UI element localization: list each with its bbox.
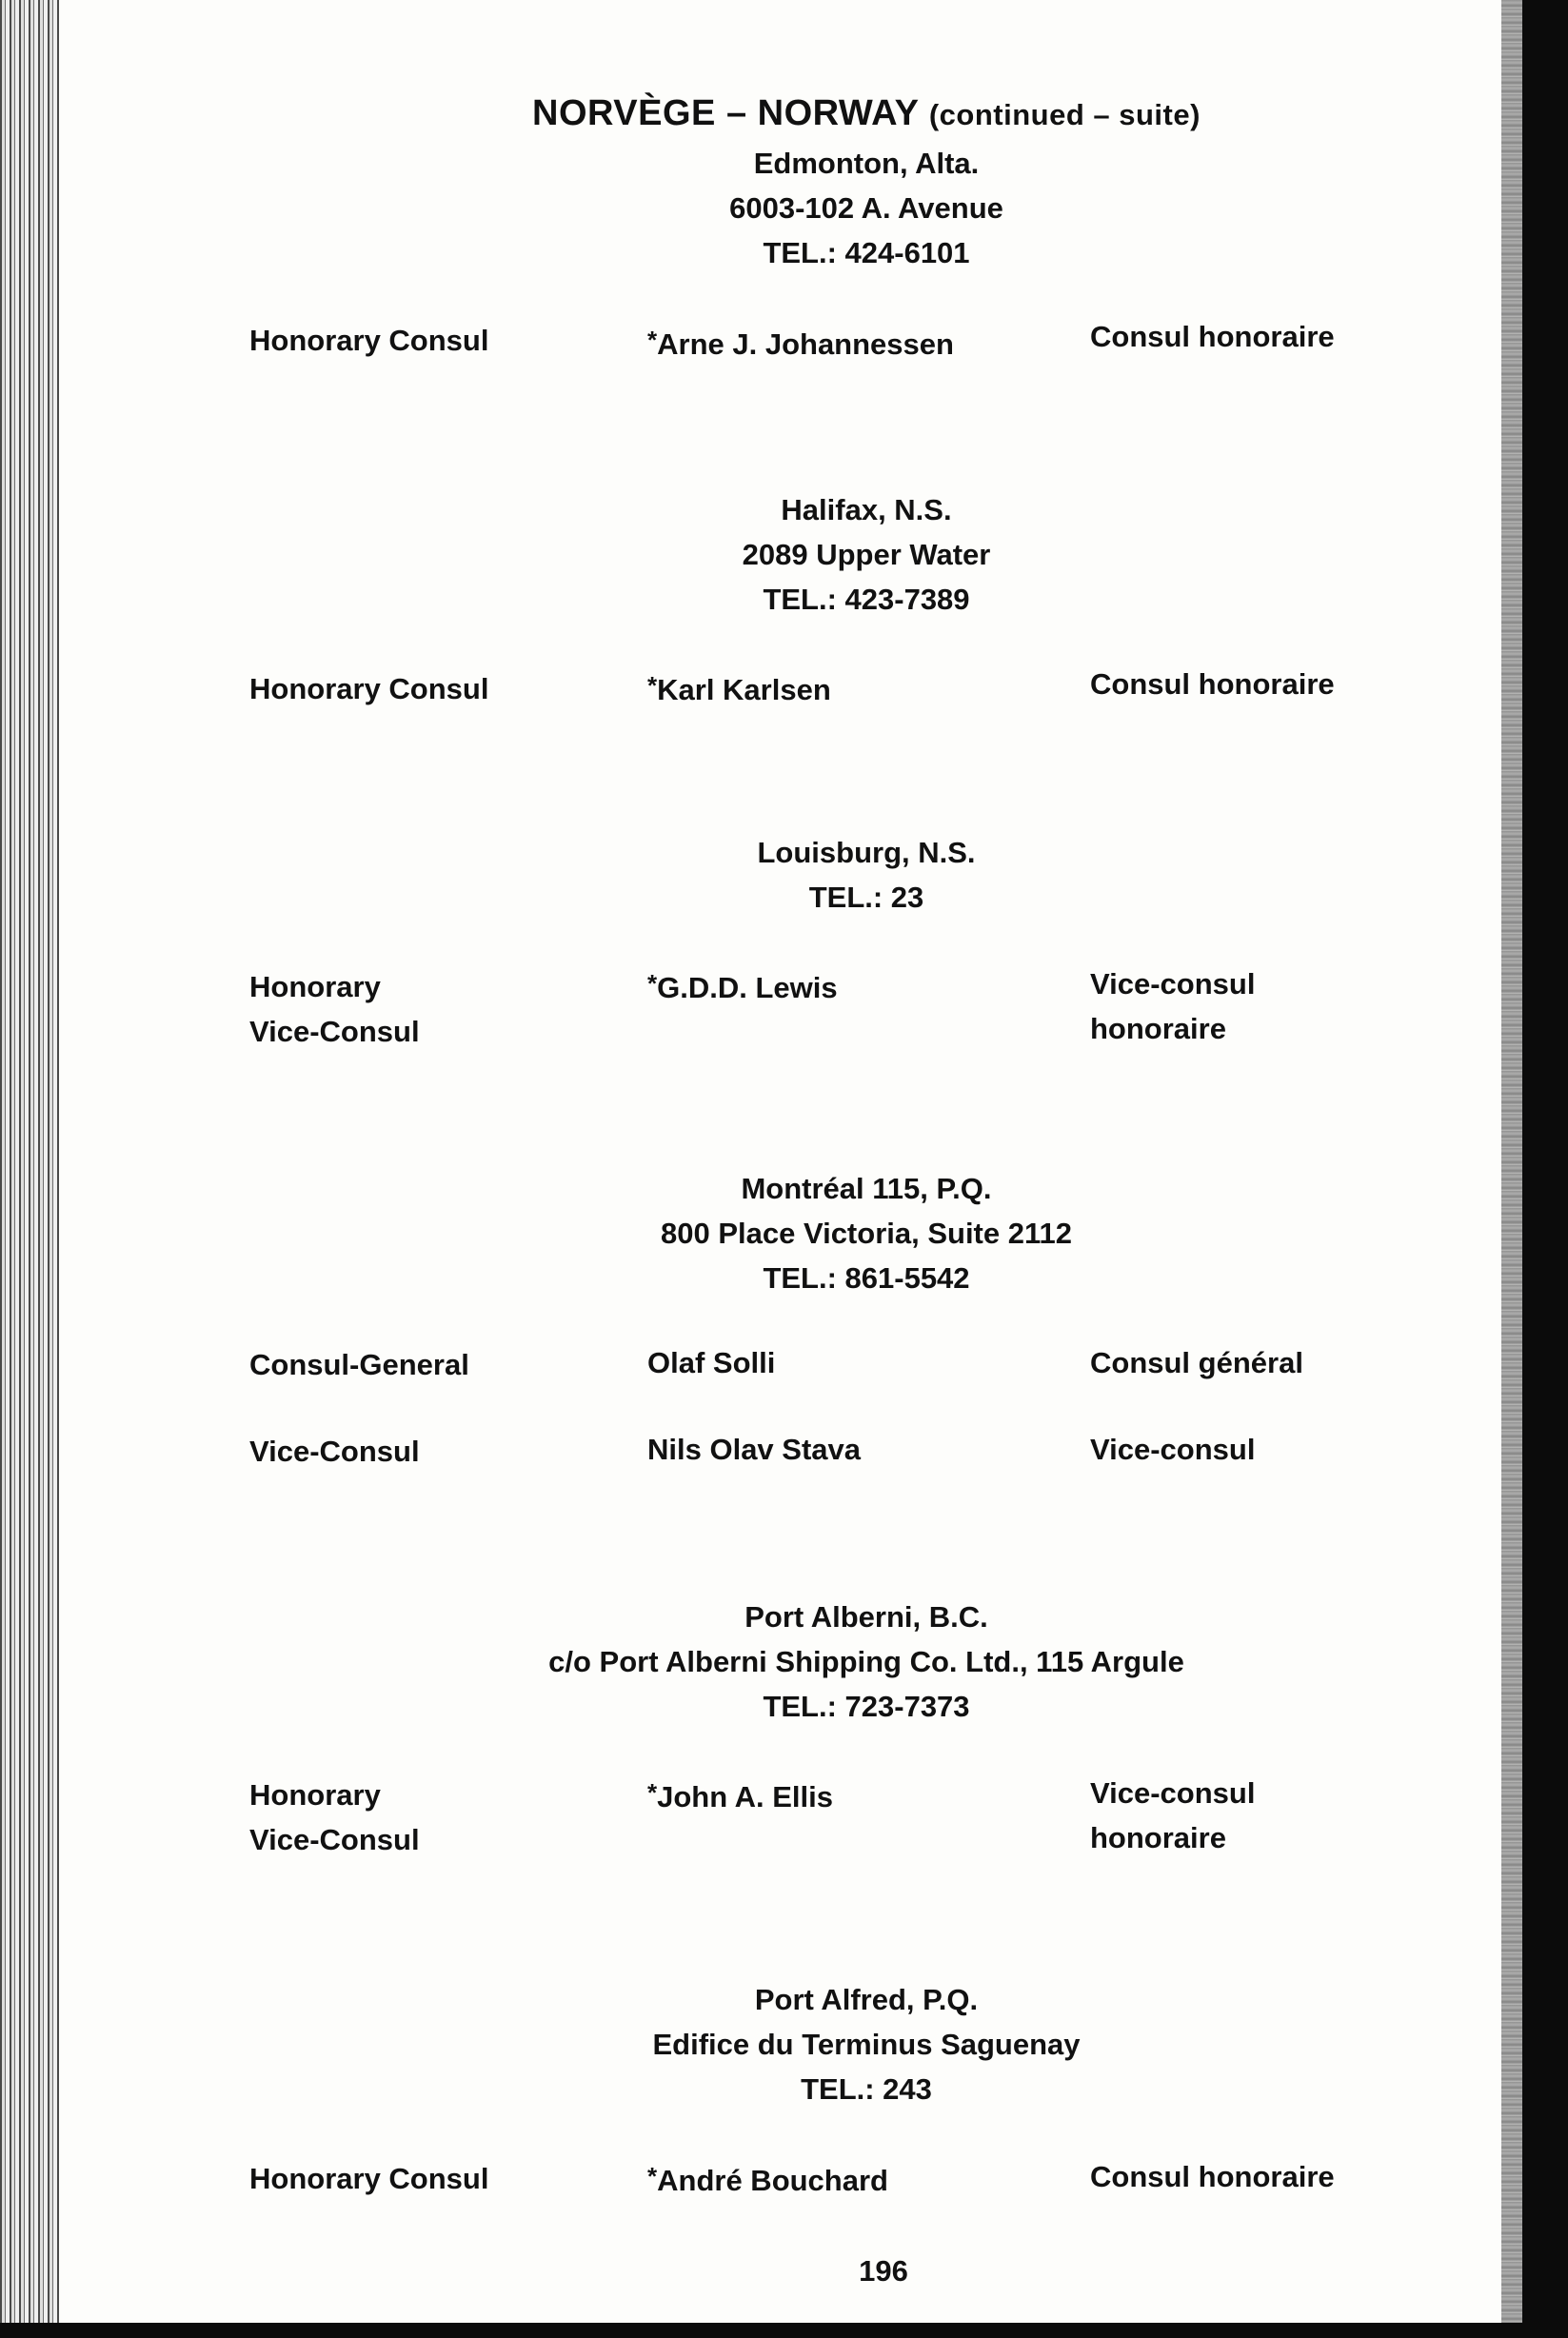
section-tel: TEL.: 424-6101 bbox=[763, 236, 970, 269]
title-fr-line: Consul général bbox=[1090, 1346, 1303, 1379]
title-en-line: Vice-Consul bbox=[249, 1435, 420, 1468]
entry-name bbox=[647, 664, 1047, 712]
entry-title-fr bbox=[1090, 314, 1404, 359]
title-fr-line: Consul honoraire bbox=[1090, 320, 1335, 353]
entry-title-fr bbox=[1090, 961, 1404, 1051]
section-street: c/o Port Alberni Shipping Co. Ltd., 115 Argule bbox=[548, 1645, 1184, 1678]
title-en-line-2: Vice-Consul bbox=[249, 1015, 420, 1048]
title-fr-line: Vice-consul bbox=[1090, 967, 1256, 1001]
honorary-marker: * bbox=[647, 2162, 658, 2190]
name-text: Arne J. Johannessen bbox=[657, 327, 954, 361]
section-address-block bbox=[0, 830, 1568, 920]
entry-title-fr bbox=[1090, 1427, 1404, 1472]
name-text: John A. Ellis bbox=[657, 1780, 834, 1813]
title-fr-line: Vice-consul bbox=[1090, 1433, 1256, 1466]
section-street: 6003-102 A. Avenue bbox=[729, 191, 1003, 225]
title-en-line: Honorary bbox=[249, 970, 381, 1003]
section-address-block bbox=[0, 1595, 1568, 1729]
entry-name bbox=[647, 318, 1047, 367]
scan-border-bottom bbox=[0, 2323, 1568, 2338]
title-fr-line: Consul honoraire bbox=[1090, 2160, 1335, 2193]
entry-title-en bbox=[249, 964, 611, 1054]
section-street: 800 Place Victoria, Suite 2112 bbox=[661, 1217, 1072, 1250]
section-city: Halifax, N.S. bbox=[781, 493, 952, 526]
heading-main: NORVÈGE – NORWAY bbox=[532, 93, 919, 133]
entry-name bbox=[647, 1427, 1047, 1472]
section-tel: TEL.: 723-7373 bbox=[763, 1690, 970, 1723]
entry-title-en bbox=[249, 666, 611, 711]
entry-title-en bbox=[249, 1429, 611, 1474]
section-city: Edmonton, Alta. bbox=[753, 147, 980, 180]
name-text: Olaf Solli bbox=[647, 1346, 776, 1379]
entry-name bbox=[647, 1340, 1047, 1385]
title-fr-line-2: honoraire bbox=[1090, 1012, 1226, 1045]
title-en-line: Honorary Consul bbox=[249, 324, 489, 357]
section-city: Louisburg, N.S. bbox=[757, 836, 976, 869]
section-tel: TEL.: 861-5542 bbox=[763, 1261, 970, 1295]
title-en-line: Honorary Consul bbox=[249, 2162, 489, 2195]
section-tel: TEL.: 423-7389 bbox=[763, 583, 970, 616]
page-number: 196 bbox=[859, 2254, 908, 2288]
entry-name bbox=[647, 961, 1047, 1010]
honorary-marker: * bbox=[647, 326, 658, 354]
section-tel: TEL.: 23 bbox=[808, 881, 924, 914]
heading-sub: (continued – suite) bbox=[928, 98, 1201, 131]
name-text: Karl Karlsen bbox=[657, 673, 831, 706]
section-city: Port Alfred, P.Q. bbox=[754, 1983, 979, 2016]
entry-title-en bbox=[249, 318, 611, 363]
entry-name bbox=[647, 1771, 1047, 1819]
entry-title-en bbox=[249, 1342, 611, 1387]
name-text: André Bouchard bbox=[657, 2164, 888, 2197]
entry-title-en bbox=[249, 2156, 611, 2201]
section-city: Montréal 115, P.Q. bbox=[741, 1172, 992, 1205]
entry-title-en bbox=[249, 1773, 611, 1862]
section-street: Edifice du Terminus Saguenay bbox=[652, 2028, 1081, 2061]
page-heading bbox=[0, 93, 1568, 134]
entry-title-fr bbox=[1090, 1771, 1404, 1860]
title-en-line-2: Vice-Consul bbox=[249, 1823, 420, 1856]
section-street: 2089 Upper Water bbox=[742, 538, 991, 571]
honorary-marker: * bbox=[647, 671, 658, 700]
entry-name bbox=[647, 2154, 1047, 2203]
section-city: Port Alberni, B.C. bbox=[744, 1600, 988, 1634]
name-text: Nils Olav Stava bbox=[647, 1433, 862, 1466]
section-address-block bbox=[0, 141, 1568, 275]
title-en-line: Honorary Consul bbox=[249, 672, 489, 705]
entry-title-fr bbox=[1090, 2154, 1404, 2199]
entry-title-fr bbox=[1090, 1340, 1404, 1385]
section-tel: TEL.: 243 bbox=[801, 2072, 932, 2106]
entry-title-fr bbox=[1090, 662, 1404, 706]
title-fr-line-2: honoraire bbox=[1090, 1821, 1226, 1854]
honorary-marker: * bbox=[647, 969, 658, 998]
title-en-line: Honorary bbox=[249, 1778, 381, 1812]
section-address-block bbox=[0, 1166, 1568, 1300]
title-fr-line: Vice-consul bbox=[1090, 1776, 1256, 1810]
honorary-marker: * bbox=[647, 1778, 658, 1807]
name-text: G.D.D. Lewis bbox=[657, 971, 838, 1004]
title-fr-line: Consul honoraire bbox=[1090, 667, 1335, 701]
title-en-line: Consul-General bbox=[249, 1348, 469, 1381]
section-address-block bbox=[0, 487, 1568, 622]
section-address-block bbox=[0, 1977, 1568, 2111]
